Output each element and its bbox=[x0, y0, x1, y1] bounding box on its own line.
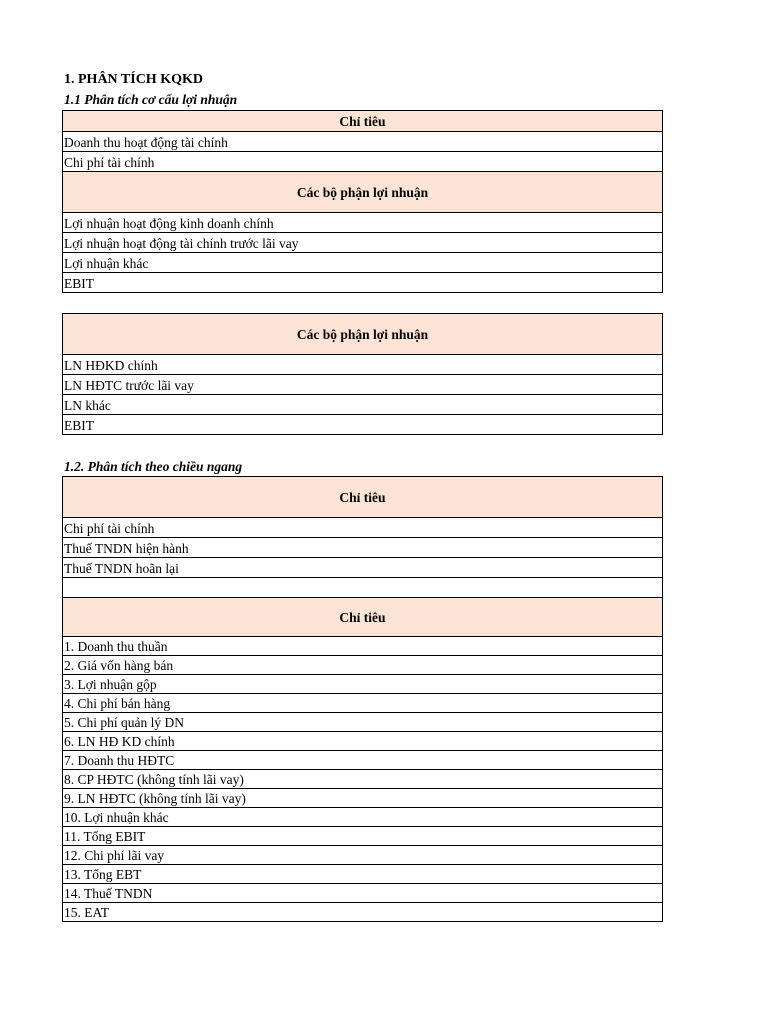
horizontal-analysis-table bbox=[62, 476, 663, 922]
table-row: Doanh thu hoạt động tài chính bbox=[63, 132, 663, 152]
table-row: LN HĐKD chính bbox=[63, 355, 663, 375]
table-row: 10. Lợi nhuận khác bbox=[63, 808, 663, 827]
table-row: 1. Doanh thu thuần bbox=[63, 637, 663, 656]
table-row: Chi phí tài chính bbox=[63, 518, 663, 538]
table-row: LN khác bbox=[63, 395, 663, 415]
table-row: 6. LN HĐ KD chính bbox=[63, 732, 663, 751]
table-header-chi-tieu: Chỉ tiêu bbox=[63, 598, 663, 637]
table-row: Lợi nhuận hoạt động tài chính trước lãi vay bbox=[63, 233, 663, 253]
table-row: 2. Giá vốn hàng bán bbox=[63, 656, 663, 675]
table-row: 13. Tổng EBT bbox=[63, 865, 663, 884]
table-row: EBIT bbox=[63, 415, 663, 435]
profit-parts-table bbox=[62, 313, 663, 435]
subsection-title-profit-structure: 1.1 Phân tích cơ cấu lợi nhuận bbox=[64, 92, 238, 107]
table-row: Thuế TNDN hoãn lại bbox=[63, 558, 663, 578]
table-row: 8. CP HĐTC (không tính lãi vay) bbox=[63, 770, 663, 789]
table-row: EBIT bbox=[63, 273, 663, 293]
table-header-profit-parts: Các bộ phận lợi nhuận bbox=[63, 172, 663, 213]
table-spacer-row bbox=[63, 578, 663, 598]
table-row: 4. Chi phí bán hàng bbox=[63, 694, 663, 713]
table-row: Lợi nhuận khác bbox=[63, 253, 663, 273]
table-row: 15. EAT bbox=[63, 903, 663, 922]
table-row: 12. Chi phí lãi vay bbox=[63, 846, 663, 865]
table-row: 11. Tổng EBIT bbox=[63, 827, 663, 846]
table-row: 5. Chi phí quản lý DN bbox=[63, 713, 663, 732]
table-row: 9. LN HĐTC (không tính lãi vay) bbox=[63, 789, 663, 808]
table-row: 3. Lợi nhuận gộp bbox=[63, 675, 663, 694]
profit-structure-table bbox=[62, 110, 663, 293]
table-row: 14. Thuế TNDN bbox=[63, 884, 663, 903]
table-header-chi-tieu: Chỉ tiêu bbox=[63, 477, 663, 518]
table-row: 7. Doanh thu HĐTC bbox=[63, 751, 663, 770]
table-row: LN HĐTC trước lãi vay bbox=[63, 375, 663, 395]
subsection-title-horizontal-analysis: 1.2. Phân tích theo chiều ngang bbox=[64, 459, 243, 474]
table-row: Chi phí tài chính bbox=[63, 152, 663, 172]
section-title: 1. PHÂN TÍCH KQKD bbox=[64, 72, 203, 87]
table-header-chi-tieu: Chỉ tiêu bbox=[63, 111, 663, 132]
table-row: Lợi nhuận hoạt động kinh doanh chính bbox=[63, 213, 663, 233]
table-header-profit-parts: Các bộ phận lợi nhuận bbox=[63, 314, 663, 355]
table-row: Thuế TNDN hiện hành bbox=[63, 538, 663, 558]
